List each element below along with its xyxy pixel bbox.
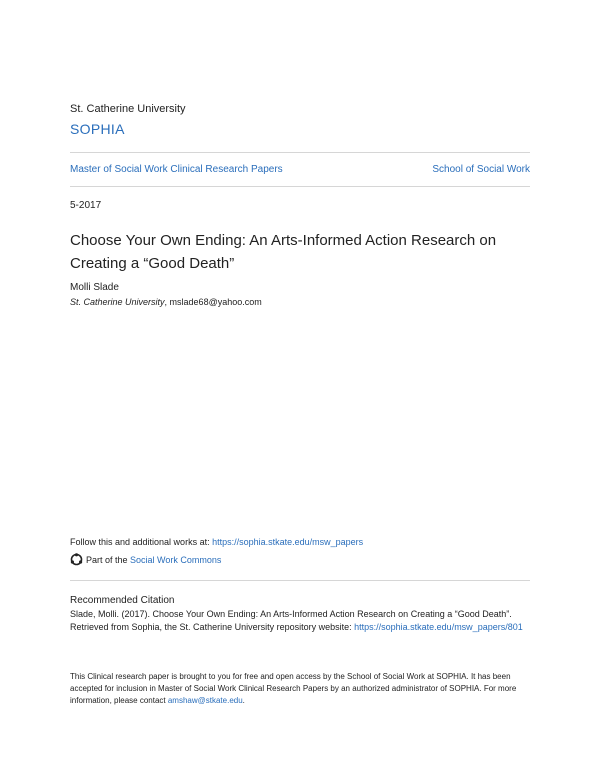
follow-line [70, 537, 363, 547]
part-of-prefix: Part of the [86, 554, 128, 565]
institution-name: St. Catherine University [70, 103, 186, 115]
network-icon [70, 553, 83, 566]
repository-link[interactable]: SOPHIA [70, 121, 125, 137]
access-notice [70, 671, 530, 707]
top-divider [70, 152, 530, 153]
contact-email-link[interactable]: amshaw@stkate.edu [167, 696, 243, 705]
notice-suffix: . [242, 696, 245, 705]
citation-body: Slade, Molli. (2017). Choose Your Own Ending: An Arts-Informed Action Research on Creating a “Good Death”. Retrieved from Sophia, the St. Catherine University repository website: [70, 609, 512, 632]
notice-body: This Clinical research paper is brought to you for free and open access by the School of Social Work at SOPHIA. It has been accepted for inclusion in Master of Social Work Clinical Research Papers by an authorized administrator of SOPHIA. For more information, please contact [70, 672, 517, 705]
citation-divider [70, 580, 530, 581]
header-divider [70, 186, 530, 187]
follow-url-link[interactable]: https://sophia.stkate.edu/msw_papers [212, 537, 364, 547]
series-link[interactable]: Master of Social Work Clinical Research Papers [70, 164, 283, 175]
paper-title: Choose Your Own Ending: An Arts-Informed Action Research on Creating a “Good Death” [70, 232, 497, 272]
author-affiliation [70, 297, 262, 307]
department-link[interactable]: School of Social Work [432, 164, 530, 175]
affiliation-institution: St. Catherine University [70, 297, 165, 307]
author-email: , mslade68@yahoo.com [164, 297, 262, 307]
part-of-line [70, 553, 221, 566]
recommended-citation-heading: Recommended Citation [70, 595, 175, 606]
citation-text [70, 608, 530, 634]
author-name: Molli Slade [70, 282, 119, 293]
citation-url-link[interactable]: https://sophia.stkate.edu/msw_papers/801 [354, 622, 523, 632]
social-work-commons-link[interactable]: Social Work Commons [130, 554, 222, 565]
follow-prefix: Follow this and additional works at: [70, 537, 213, 547]
publication-date: 5-2017 [70, 200, 102, 211]
